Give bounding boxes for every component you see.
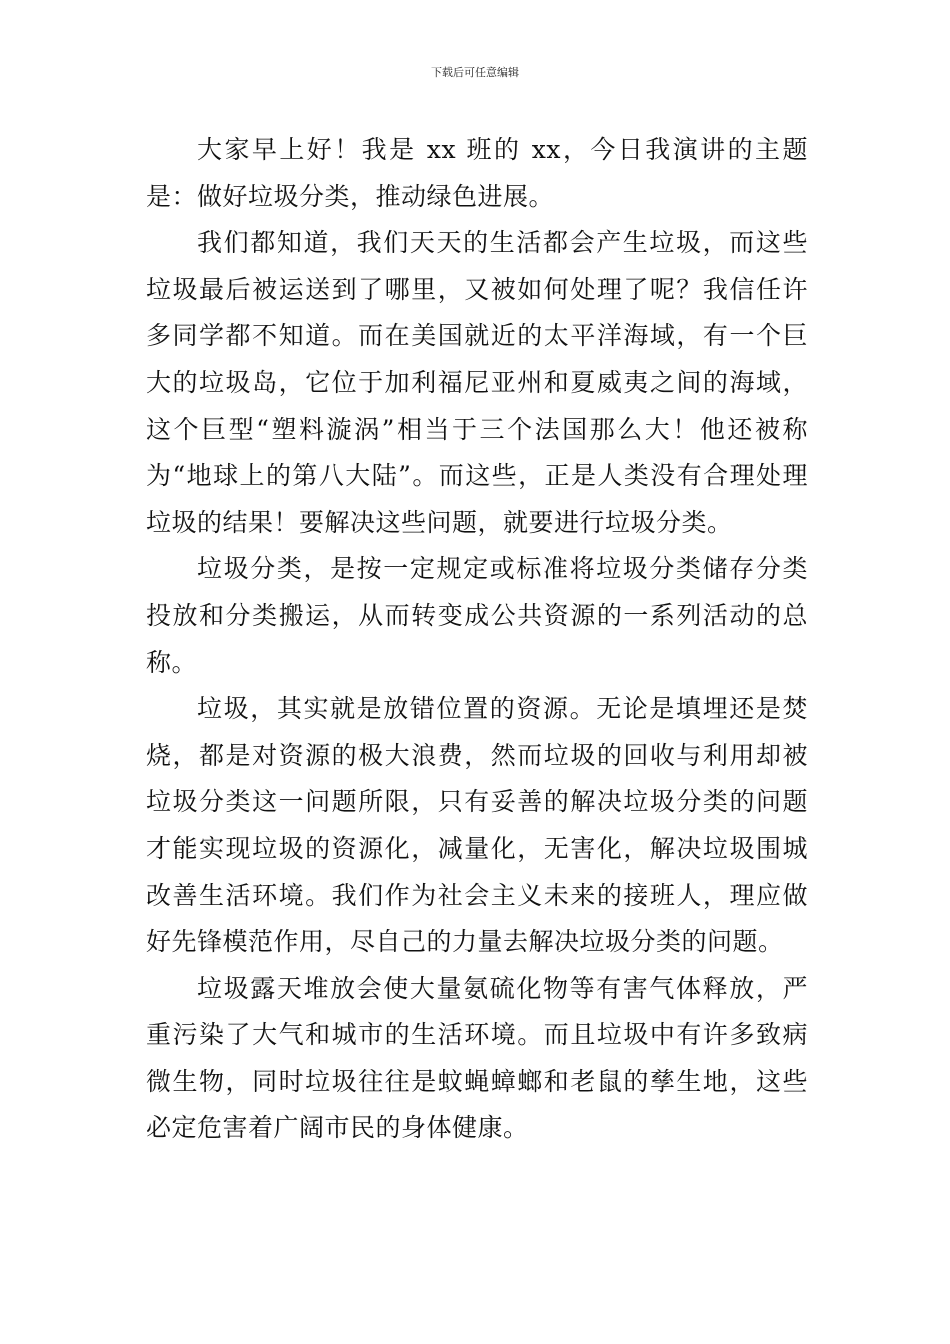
paragraph-greeting: 大家早上好！我是 xx 班的 xx，今日我演讲的主题是：做好垃圾分类，推动绿色进展。 <box>146 135 808 211</box>
document-body <box>146 127 808 1152</box>
paragraph-garbage-island: 我们都知道，我们天天的生活都会产生垃圾，而这些垃圾最后被运送到了哪里，又被如何处理了呢？我信任许多同学都不知道。而在美国就近的太平洋海域，有一个巨大的垃圾岛，它位于加利福尼亚州和夏威夷之间的海域，这个巨型“塑料漩涡”相当于三个法国那么大！他还被称为“地球上的第八大陆”。而这些，正是人类没有合理处理垃圾的结果！要解决这些问题，就要进行垃圾分类。 <box>146 228 808 537</box>
paragraph-health: 垃圾露天堆放会使大量氨硫化物等有害气体释放，严重污染了大气和城市的生活环境。而且垃圾中有许多致病微生物，同时垃圾往往是蚊蝇蟑螂和老鼠的孳生地，这些必定危害着广阔市民的身体健康。 <box>146 973 808 1143</box>
paragraph-definition: 垃圾分类，是按一定规定或标准将垃圾分类储存分类投放和分类搬运，从而转变成公共资源的一系列活动的总称。 <box>146 554 808 677</box>
page-header: 下载后可任意编辑 <box>431 66 519 79</box>
paragraph-resources: 垃圾，其实就是放错位置的资源。无论是填埋还是焚烧，都是对资源的极大浪费，然而垃圾的回收与利用却被垃圾分类这一问题所限，只有妥善的解决垃圾分类的问题才能实现垃圾的资源化，减量化，无害化，解决垃圾围城改善生活环境。我们作为社会主义未来的接班人，理应做好先锋模范作用，尽自己的力量去解决垃圾分类的问题。 <box>146 694 808 957</box>
